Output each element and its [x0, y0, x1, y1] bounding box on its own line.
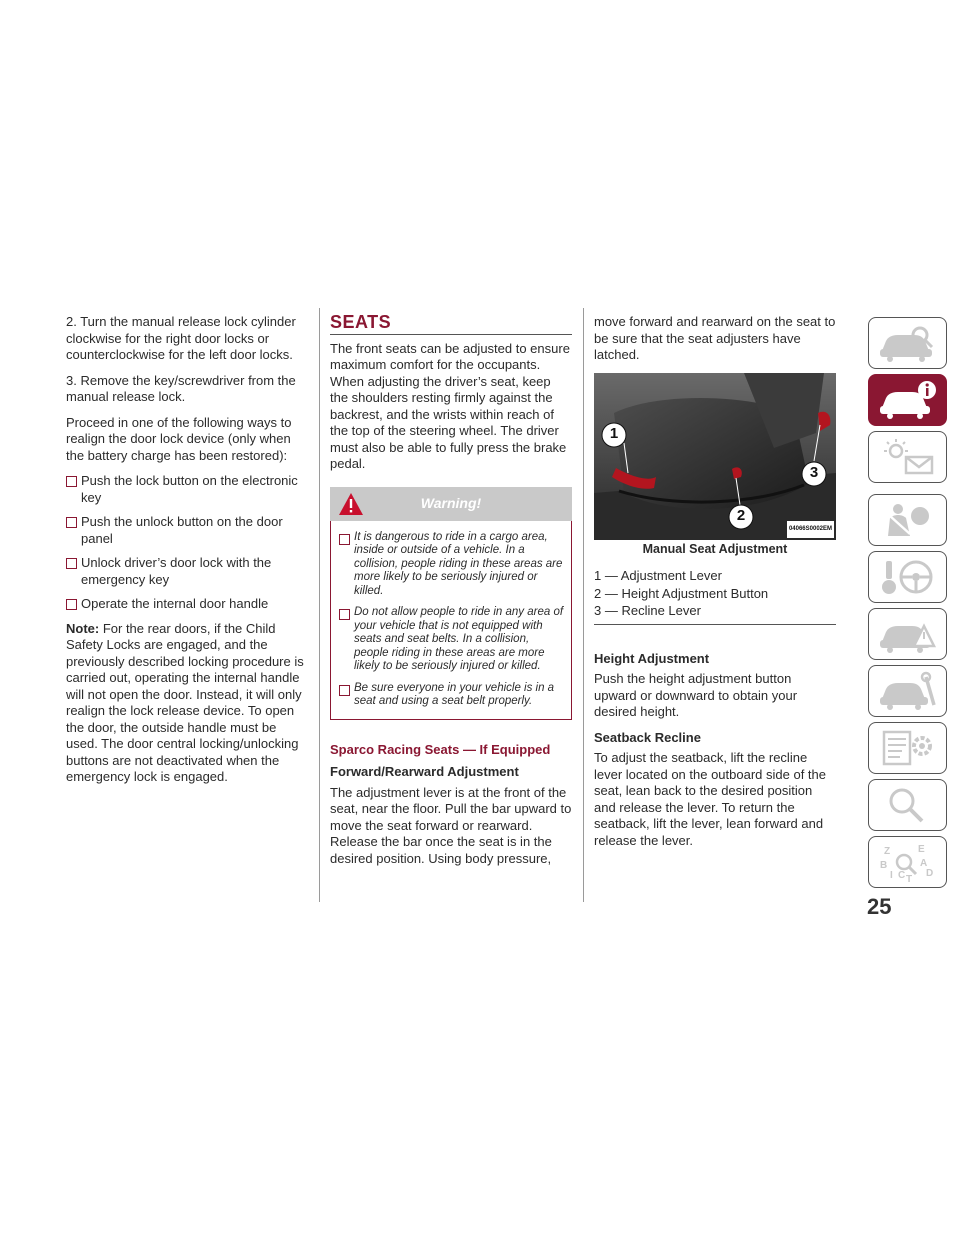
tab-warning-lights-messages[interactable]	[868, 431, 947, 483]
checkbox-bullet-icon	[66, 476, 77, 487]
callout-1-label: 1	[609, 424, 619, 442]
tab-specifications[interactable]	[868, 722, 947, 774]
section-title: SEATS	[330, 314, 572, 335]
height-text: Push the height adjustment button upward or downward to obtain your desired height.	[594, 671, 798, 719]
proceed-text: Proceed in one of the following ways to realign the door lock device (only when the battery charge has been restored):	[66, 414, 292, 463]
car-service-icon	[876, 671, 940, 711]
car-search-icon	[876, 323, 940, 363]
list-item: Unlock driver’s door lock with the emergency key	[66, 555, 310, 588]
column-3	[594, 314, 836, 858]
warning-box	[330, 521, 572, 720]
recline-title: Seatback Recline	[594, 729, 701, 745]
checkbox-bullet-icon	[66, 599, 77, 610]
tab-car-info[interactable]	[868, 374, 947, 426]
column-divider	[319, 308, 320, 902]
note-label: Note:	[66, 620, 100, 636]
seats-intro: The front seats can be adjusted to ensure maximum comfort for the occupants. When adjusting the driver’s seat, keep the shoulders resting firmly against the backrest, and the wrists within reach of the top of the steering wheel. The driver must also be able to fully press the brake pedal.	[330, 340, 570, 471]
checkbox-bullet-icon	[66, 517, 77, 528]
column-divider	[583, 308, 584, 902]
svg-text:T: T	[905, 874, 912, 884]
tab-service[interactable]	[868, 665, 947, 717]
warning-title: Warning!	[420, 495, 482, 512]
svg-text:A: A	[919, 858, 927, 869]
checkbox-bullet-icon	[339, 685, 350, 696]
seat-photo	[594, 373, 836, 540]
svg-text:C: C	[897, 870, 905, 881]
warning-header	[330, 487, 572, 521]
index-letters-icon	[876, 840, 940, 884]
continued-text: move forward and rearward on the seat to be sure that the seat adjusters have latched.	[594, 314, 836, 362]
tab-car-search[interactable]	[868, 317, 947, 369]
photo-caption: Manual Seat Adjustment	[642, 541, 788, 556]
forward-rearward-title: Forward/Rearward Adjustment	[330, 764, 519, 779]
step-3: 3. Remove the key/screwdriver from the manual release lock.	[66, 372, 296, 404]
svg-text:D: D	[925, 868, 933, 879]
photo-legend	[594, 568, 836, 620]
tab-safety[interactable]	[868, 494, 947, 546]
note-text: For the rear doors, if the Child Safety Locks are engaged, and the previously described locking procedure is carried out, operating the internal handle will not open the door. Instead, it will only realign the lock release device. To open the door, the outside handle must be used. The door central locking/unlocking buttons are not deactivated when the emergency lock is engaged.	[66, 620, 304, 784]
subsection-title: Sparco Racing Seats — If Equipped	[330, 741, 551, 757]
column-2	[330, 314, 572, 876]
list-item: Do not allow people to ride in any area of your vehicle that is not equipped with seats and seat belts. In a collision, people riding in these areas are more likely to be seriously injured or killed.	[339, 606, 565, 674]
height-title: Height Adjustment	[594, 650, 710, 666]
svg-text:I: I	[889, 870, 893, 881]
forward-rearward-text: The adjustment lever is at the front of the seat, near the floor. Pull the bar upward to move the seat forward or rearward. Release the bar once the seat is in the desired position. Using body pressure,	[330, 784, 572, 866]
tab-index[interactable]	[868, 836, 947, 888]
list-item: It is dangerous to ride in a cargo area, inside or outside of a vehicle. In a collision, people riding in these areas are more likely to be seriously injured or killed.	[339, 531, 565, 599]
step-2: 2. Turn the manual release lock cylinder clockwise for the right door locks or counterclockwise for the left door locks.	[66, 314, 296, 362]
column-1	[66, 314, 310, 795]
warning-triangle-icon	[338, 492, 364, 516]
recline-text: To adjust the seatback, lift the recline lever located on the outboard side of the seat, lean back to the desired position and release the lever. To return the seatback, lift the lever, lean forward and release the lever.	[594, 750, 826, 848]
legend-item: 2 — Height Adjustment Button	[594, 585, 769, 601]
photo-code: 04066S0002EM	[787, 521, 834, 538]
car-info-icon	[876, 380, 940, 420]
specifications-gear-icon	[876, 728, 940, 768]
list-item: Be sure everyone in your vehicle is in a seat and using a seat belt properly.	[339, 682, 565, 709]
tab-emergency[interactable]	[868, 608, 947, 660]
warning-lights-message-icon	[876, 437, 940, 477]
checkbox-bullet-icon	[339, 534, 350, 545]
seat-illustration	[594, 373, 836, 540]
list-item: Operate the internal door handle	[66, 596, 310, 613]
airbag-safety-icon	[876, 500, 940, 540]
tab-search[interactable]	[868, 779, 947, 831]
callout-3-label: 3	[809, 463, 819, 481]
checkbox-bullet-icon	[339, 609, 350, 620]
callout-2-label: 2	[736, 506, 746, 524]
checkbox-bullet-icon	[66, 558, 77, 569]
list-item: Push the lock button on the electronic key	[66, 473, 310, 506]
legend-divider	[594, 624, 836, 625]
note	[66, 621, 310, 786]
svg-text:Z: Z	[883, 846, 890, 857]
car-emergency-icon	[876, 614, 940, 654]
page-number: 25	[867, 894, 892, 919]
legend-item: 1 — Adjustment Lever	[594, 568, 722, 583]
magnifier-icon	[876, 785, 940, 825]
key-steering-wheel-icon	[876, 557, 940, 597]
tab-starting-operating[interactable]	[868, 551, 947, 603]
legend-item: 3 — Recline Lever	[594, 603, 701, 618]
svg-text:E: E	[917, 844, 925, 855]
svg-text:B: B	[879, 860, 887, 871]
list-item: Push the unlock button on the door panel	[66, 514, 310, 547]
